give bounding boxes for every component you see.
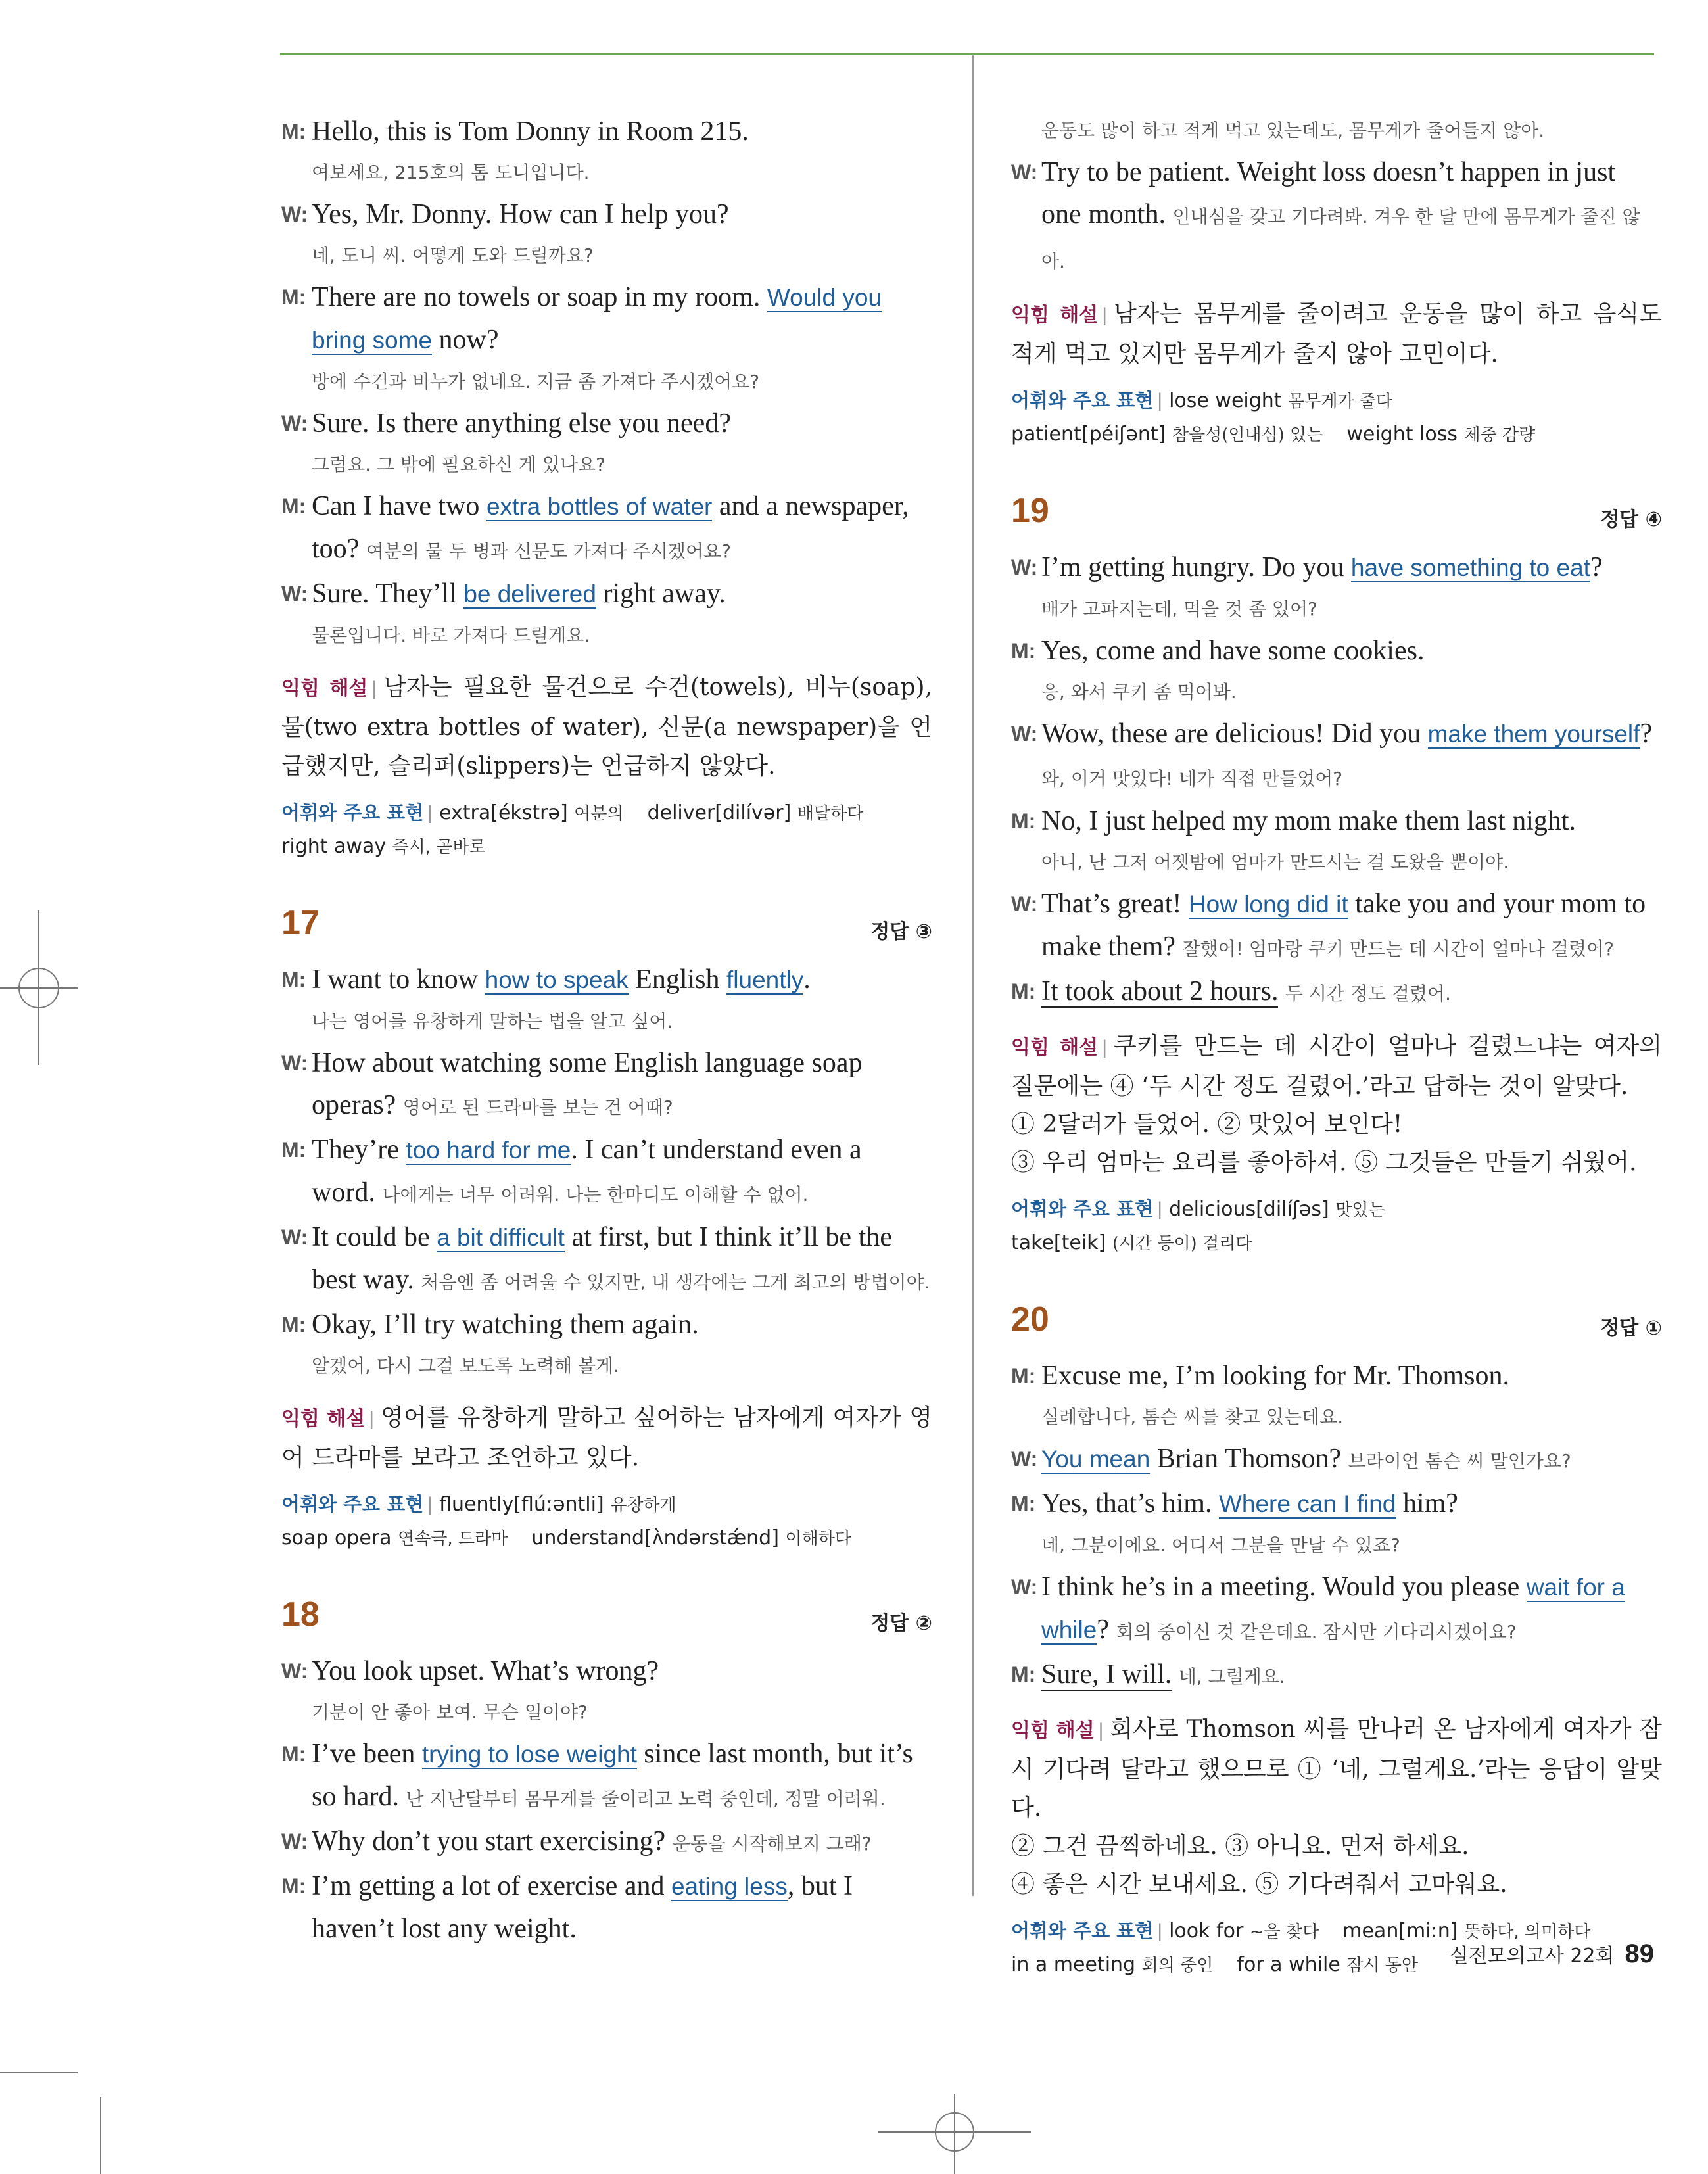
q19-option-line-2: ③ 우리 엄마는 요리를 좋아하셔. ⑤ 그것들은 만들기 쉬웠어. xyxy=(1011,1149,1637,1176)
highlighted-phrase: Where can I find xyxy=(1218,1490,1396,1517)
vocab-meaning: 몸무게가 줄다 xyxy=(1288,392,1393,412)
explanation-label: 익힘 해설 xyxy=(1011,1719,1095,1742)
explanation-text: 쿠키를 만드는 데 시간이 얼마나 걸렸느냐는 여자의 질문에는 ④ ‘두 시간 정도 걸렸어.’라고 답하는 것이 알맞다. xyxy=(1011,1033,1662,1100)
vocab-term: mean[miːn] xyxy=(1342,1920,1458,1943)
korean-translation: 방에 수건과 비누가 없네요. 지금 좀 가져다 주시겠어요? xyxy=(312,371,760,392)
vocab-item xyxy=(281,1526,508,1549)
highlighted-phrase: How long did it xyxy=(1188,891,1348,918)
vocab-item xyxy=(1237,1953,1418,1976)
korean-translation: 나는 영어를 유창하게 말하는 법을 알고 싶어. xyxy=(312,1010,673,1032)
korean-translation: 네, 그럴게요. xyxy=(1178,1666,1285,1688)
vocab-term: understand[ʌ̀ndərstǽnd] xyxy=(531,1526,779,1549)
highlighted-phrase: fluently xyxy=(726,966,804,993)
english-text: ? xyxy=(1590,552,1603,582)
english-text: That’s great! xyxy=(1041,889,1189,919)
vocab-meaning: 이해하다 xyxy=(785,1529,851,1549)
korean-translation: 알겠어, 다시 그걸 보도록 노력해 볼게. xyxy=(312,1355,620,1377)
highlighted-phrase: wait for a while xyxy=(1041,1574,1625,1643)
dialogue-line xyxy=(281,1820,932,1865)
explanation-text: 회사로 Thomson 씨를 만나러 온 남자에게 여자가 잠시 기다려 달라고 했으므로 ① ‘네, 그럴게요.’라는 응답이 알맞다. xyxy=(1011,1716,1662,1822)
question-number: 17 xyxy=(281,904,320,942)
english-text xyxy=(1278,976,1285,1006)
vocab-meaning: ~을 찾다 xyxy=(1249,1922,1319,1942)
speaker-label: W: xyxy=(281,202,308,226)
english-text: Brian Thomson? xyxy=(1150,1444,1348,1474)
answer-key: 정답 ③ xyxy=(870,920,932,943)
english-text: and a newspaper, too? xyxy=(312,491,909,564)
english-text: No, I just helped my mom make them last night. xyxy=(1041,806,1577,836)
q20-header xyxy=(1011,1300,1662,1348)
q18-continued-translation: 운동도 많이 하고 적게 먹고 있는데도, 몸무게가 줄어들지 않아. xyxy=(1041,120,1545,141)
question-number: 20 xyxy=(1011,1300,1049,1338)
explanation-label: 익힘 해설 xyxy=(281,1407,366,1430)
korean-translation: 여보세요, 215호의 톰 도니입니다. xyxy=(312,162,590,183)
korean-translation: 인내심을 갖고 기다려봐. 겨우 한 달 만에 몸무게가 줄진 않아. xyxy=(1041,206,1640,272)
speaker-label: W: xyxy=(1011,1575,1038,1599)
speaker-label: W: xyxy=(1011,892,1038,916)
english-text: Yes, that’s him. xyxy=(1041,1488,1219,1519)
dialogue-line xyxy=(281,573,932,615)
dialogue-line xyxy=(281,1042,932,1129)
answer-key: 정답 ② xyxy=(870,1612,932,1635)
vocab-item xyxy=(1011,423,1323,446)
vocab-term: for a while xyxy=(1237,1953,1340,1976)
label-separator: | xyxy=(371,678,377,699)
speaker-label: M: xyxy=(281,1874,306,1898)
dialogue-line xyxy=(281,110,932,153)
english-text: Yes, Mr. Donny. How can I help you? xyxy=(312,199,729,229)
english-text: right away. xyxy=(596,579,726,609)
vocab-item xyxy=(648,801,864,824)
vocab-term: soap opera xyxy=(281,1526,392,1549)
vocab-meaning: 참을성(인내심) 있는 xyxy=(1172,425,1323,445)
answer-phrase: Sure, I will. xyxy=(1041,1659,1172,1690)
label-separator: | xyxy=(369,1408,375,1430)
korean-translation: 네, 도니 씨. 어떻게 도와 드릴까요? xyxy=(312,245,594,266)
vocab-meaning: 연속극, 드라마 xyxy=(398,1529,508,1549)
korean-translation: 아니, 난 그저 어젯밤에 엄마가 만드시는 걸 도왔을 뿐이야. xyxy=(1041,851,1509,873)
vocab-item xyxy=(1169,389,1392,412)
q20-dialogue xyxy=(1011,1355,1662,1698)
speaker-label: M: xyxy=(281,285,306,309)
english-text: since last month, but it’s so hard. xyxy=(312,1739,913,1812)
highlighted-phrase: extra bottles of water xyxy=(486,493,713,520)
dialogue-line xyxy=(1011,630,1662,672)
explanation-text: 영어를 유창하게 말하고 싶어하는 남자에게 여자가 영어 드라마를 보라고 조언하고 있다. xyxy=(281,1404,933,1471)
speaker-label: M: xyxy=(281,120,306,143)
english-text: How about watching some English language soap operas? xyxy=(312,1048,863,1120)
vocab-item xyxy=(1169,1920,1319,1943)
english-text: take you and your mom to make them? xyxy=(1041,889,1646,962)
q17-vocab xyxy=(281,1488,932,1555)
question-number: 18 xyxy=(281,1595,320,1634)
english-text: I’m getting hungry. Do you xyxy=(1041,552,1351,582)
vocab-meaning: 뜻하다, 의미하다 xyxy=(1463,1922,1591,1942)
q18-dialogue-continued xyxy=(1011,151,1662,283)
vocab-meaning: 유창하게 xyxy=(610,1496,676,1515)
left-column xyxy=(281,110,932,1950)
dialogue-line xyxy=(1011,883,1662,970)
vocab-item xyxy=(1011,1953,1213,1976)
speaker-label: M: xyxy=(1011,1364,1036,1388)
highlighted-phrase: how to speak xyxy=(485,966,629,993)
q17-header xyxy=(281,903,932,952)
korean-translation: 영어로 된 드라마를 보는 건 어때? xyxy=(402,1097,673,1118)
dialogue-line xyxy=(1011,1653,1662,1698)
korean-translation: 물론입니다. 바로 가져다 드릴게요. xyxy=(312,625,590,646)
answer-phrase: It took about 2 hours. xyxy=(1041,976,1279,1006)
english-text: Hello, this is Tom Donny in Room 215. xyxy=(312,116,749,147)
label-separator: | xyxy=(1102,1037,1107,1058)
dialogue-line xyxy=(281,193,932,235)
english-text: Can I have two xyxy=(312,491,486,521)
vocab-term: lose weight xyxy=(1169,389,1282,412)
speaker-label: W: xyxy=(281,1830,308,1853)
vocab-term: extra[ékstrə] xyxy=(439,801,568,824)
dialogue-line xyxy=(1011,151,1662,283)
vocab-term: fluently[flúːəntli] xyxy=(439,1493,604,1516)
q20-explanation xyxy=(1011,1710,1662,1828)
speaker-label: W: xyxy=(281,582,308,605)
speaker-label: M: xyxy=(281,494,306,518)
page-number: 89 xyxy=(1625,1939,1654,1968)
vocab-label: 어휘와 주요 표현 xyxy=(1011,1920,1154,1942)
korean-translation: 배가 고파지는데, 먹을 것 좀 있어? xyxy=(1041,598,1317,620)
dialogue-line xyxy=(281,402,932,444)
vocab-item xyxy=(1169,1198,1385,1221)
english-text: Wow, these are delicious! Did you xyxy=(1041,719,1428,749)
explanation-label: 익힘 해설 xyxy=(1011,304,1099,327)
highlighted-phrase: You mean xyxy=(1041,1446,1151,1473)
english-text: There are no towels or soap in my room. xyxy=(312,282,767,312)
english-text: It could be xyxy=(312,1222,437,1252)
column-divider xyxy=(972,55,974,1896)
english-text: They’re xyxy=(312,1135,406,1165)
dialogue-line xyxy=(281,958,932,1001)
vocab-meaning: 체중 감량 xyxy=(1463,425,1536,445)
highlighted-phrase: eating less xyxy=(671,1873,788,1900)
vocab-line xyxy=(1011,418,1662,452)
dialogue-line xyxy=(281,1865,932,1950)
english-text: I’m getting a lot of exercise and xyxy=(312,1871,671,1901)
korean-translation: 와, 이거 맛있다! 네가 직접 만들었어? xyxy=(1041,768,1343,790)
vocab-term: look for xyxy=(1169,1920,1244,1943)
answer-key: 정답 ④ xyxy=(1600,508,1662,531)
speaker-label: W: xyxy=(281,1225,308,1249)
speaker-label: M: xyxy=(1011,1663,1036,1686)
korean-translation: 나에게는 너무 어려워. 나는 한마디도 이해할 수 없어. xyxy=(382,1184,809,1206)
vocab-item xyxy=(531,1526,851,1549)
speaker-label: M: xyxy=(281,968,306,991)
explanation-text: 남자는 필요한 물건으로 수건(towels), 비누(soap), 물(two extra bottles of water), 신문(a newspaper)을 언급했지만, 슬리퍼(slippers)는 언급하지 않았다. xyxy=(281,674,933,780)
speaker-label: W: xyxy=(1011,722,1038,745)
label-separator: | xyxy=(427,802,433,824)
speaker-label: W: xyxy=(281,1051,308,1075)
vocab-label: 어휘와 주요 표현 xyxy=(281,801,424,824)
q18-header xyxy=(281,1595,932,1643)
english-text: ? xyxy=(1640,719,1653,749)
highlighted-phrase: a bit difficult xyxy=(437,1224,565,1251)
q17-explanation xyxy=(281,1398,932,1477)
english-text: Why don’t you start exercising? xyxy=(312,1826,673,1856)
vocab-meaning: (시간 등이) 걸리다 xyxy=(1112,1234,1252,1254)
vocab-line xyxy=(1011,384,1662,418)
dialogue-line xyxy=(281,485,932,573)
english-text: ? xyxy=(1097,1615,1116,1645)
english-text: Excuse me, I’m looking for Mr. Thomson. xyxy=(1041,1361,1509,1391)
english-text: . I can’t understand even a word. xyxy=(312,1135,862,1208)
speaker-label: M: xyxy=(281,1138,306,1162)
korean-translation: 난 지난달부터 몸무게를 줄이려고 노력 중인데, 정말 어려워. xyxy=(406,1788,886,1810)
dialogue-line xyxy=(1011,970,1662,1015)
speaker-label: M: xyxy=(281,1742,306,1766)
vocab-term: deliver[dilívər] xyxy=(647,801,792,824)
label-separator: | xyxy=(427,1494,433,1515)
explanation-label: 익힘 해설 xyxy=(281,677,368,700)
english-text: I think he’s in a meeting. Would you please xyxy=(1041,1572,1527,1602)
english-text: I’ve been xyxy=(312,1739,422,1769)
vocab-line xyxy=(1011,1193,1662,1227)
label-separator: | xyxy=(1157,390,1163,412)
english-text: at first, but I think it’ll be the best way. xyxy=(312,1222,892,1295)
explanation-label: 익힘 해설 xyxy=(1011,1036,1099,1059)
korean-translation: 회의 중이신 것 같은데요. 잠시만 기다리시겠어요? xyxy=(1116,1621,1517,1643)
dialogue-line xyxy=(1011,1482,1662,1525)
korean-translation: 브라이언 톰슨 씨 말인가요? xyxy=(1348,1450,1571,1472)
dialogue-line xyxy=(281,1304,932,1346)
vocab-term: patient[péiʃənt] xyxy=(1011,423,1166,446)
speaker-label: M: xyxy=(1011,980,1036,1003)
korean-translation: 네, 그분이에요. 어디서 그분을 만날 수 있죠? xyxy=(1041,1534,1400,1556)
question-number: 19 xyxy=(1011,492,1049,530)
vocab-line xyxy=(281,830,932,864)
korean-translation: 처음엔 좀 어려울 수 있지만, 내 생각에는 그게 최고의 방법이야. xyxy=(421,1271,930,1293)
footer-title: 실전모의고사 22회 xyxy=(1449,1945,1615,1968)
speaker-label: M: xyxy=(281,1313,306,1336)
vocab-label: 어휘와 주요 표현 xyxy=(281,1493,424,1515)
english-text: I want to know xyxy=(312,964,485,995)
korean-translation: 응, 와서 쿠키 좀 먹어봐. xyxy=(1041,681,1237,703)
speaker-label: W: xyxy=(281,412,308,435)
dialogue-line xyxy=(1011,1566,1662,1653)
q20-option-line-2: ④ 좋은 시간 보내세요. ⑤ 기다려줘서 고마워요. xyxy=(1011,1871,1507,1898)
dialogue-line xyxy=(281,1733,932,1820)
label-separator: | xyxy=(1157,1198,1163,1220)
q18-vocab xyxy=(1011,384,1662,452)
label-separator: | xyxy=(1102,304,1107,326)
speaker-label: M: xyxy=(1011,1492,1036,1515)
highlighted-phrase: be delivered xyxy=(463,580,596,607)
vocab-meaning: 배달하다 xyxy=(797,804,864,824)
english-text: Yes, come and have some cookies. xyxy=(1041,636,1425,666)
vocab-item xyxy=(281,835,486,858)
highlighted-phrase: have something to eat xyxy=(1350,554,1590,581)
vocab-line xyxy=(281,1522,932,1555)
vocab-term: right away xyxy=(281,835,387,858)
vocab-meaning: 여분의 xyxy=(574,804,624,824)
highlighted-phrase: trying to lose weight xyxy=(421,1741,637,1768)
korean-translation: 운동을 시작해보지 그래? xyxy=(672,1833,872,1855)
dialogue-line xyxy=(281,276,932,362)
q17-dialogue xyxy=(281,958,932,1386)
vocab-term: take[teik] xyxy=(1011,1231,1106,1254)
q18-dialogue xyxy=(281,1650,932,1950)
korean-translation: 실례합니다, 톰슨 씨를 찾고 있는데요. xyxy=(1041,1406,1344,1428)
vocab-term: in a meeting xyxy=(1011,1953,1136,1976)
english-text: . xyxy=(803,964,811,995)
q20-option-line-1: ② 그건 끔찍하네요. ③ 아니요. 먼저 하세요. xyxy=(1011,1833,1469,1860)
english-text: You look upset. What’s wrong? xyxy=(312,1656,659,1686)
speaker-label: W: xyxy=(1011,160,1038,184)
dialogue-line xyxy=(281,1216,932,1304)
dialogue-line xyxy=(281,1650,932,1692)
q19-vocab xyxy=(1011,1193,1662,1260)
vocab-meaning: 맛있는 xyxy=(1335,1200,1385,1220)
english-text: English xyxy=(628,964,727,995)
vocab-line xyxy=(281,796,932,830)
vocab-meaning: 즉시, 곧바로 xyxy=(392,838,486,857)
vocab-line xyxy=(1011,1227,1662,1260)
q16-vocab xyxy=(281,796,932,864)
vocab-meaning: 회의 중인 xyxy=(1141,1956,1214,1975)
explanation-text: 남자는 몸무게를 줄이려고 운동을 많이 하고 음식도 적게 먹고 있지만 몸무게가 줄지 않아 고민이다. xyxy=(1011,300,1662,367)
q18-explanation xyxy=(1011,295,1662,373)
q16-dialogue xyxy=(281,110,932,656)
q19-explanation xyxy=(1011,1027,1662,1106)
english-text: , but I haven’t lost any weight. xyxy=(312,1871,853,1944)
vocab-term: weight loss xyxy=(1346,423,1458,446)
dialogue-line xyxy=(1011,713,1662,800)
dialogue-line xyxy=(1011,800,1662,842)
label-separator: | xyxy=(1157,1920,1163,1942)
vocab-item xyxy=(439,801,624,824)
korean-translation: 여분의 물 두 병과 신문도 가져다 주시겠어요? xyxy=(366,540,731,562)
vocab-label: 어휘와 주요 표현 xyxy=(1011,389,1154,412)
label-separator: | xyxy=(1098,1720,1104,1741)
dialogue-line xyxy=(281,1129,932,1216)
speaker-label: M: xyxy=(1011,639,1036,663)
korean-translation: 두 시간 정도 걸렸어. xyxy=(1285,983,1451,1004)
dialogue-line xyxy=(1011,546,1662,589)
english-text xyxy=(1172,1659,1179,1690)
q19-option-line-1: ① 2달러가 들었어. ② 맛있어 보인다! xyxy=(1011,1111,1403,1138)
answer-key: 정답 ① xyxy=(1600,1317,1662,1340)
english-text: now? xyxy=(432,325,499,355)
top-rule xyxy=(280,53,1654,55)
page-footer xyxy=(1450,1939,1654,1969)
vocab-item xyxy=(1011,1231,1252,1254)
speaker-label: W: xyxy=(1011,1447,1038,1471)
english-text: Sure. Is there anything else you need? xyxy=(312,408,731,438)
q16-explanation xyxy=(281,668,932,786)
q19-dialogue xyxy=(1011,546,1662,1015)
highlighted-phrase: Would you bring some xyxy=(312,284,882,354)
korean-translation: 그럼요. 그 밖에 필요하신 게 있나요? xyxy=(312,454,605,475)
dialogue-line xyxy=(1011,1438,1662,1482)
english-text: him? xyxy=(1396,1488,1458,1519)
vocab-label: 어휘와 주요 표현 xyxy=(1011,1198,1154,1220)
highlighted-phrase: make them yourself xyxy=(1427,721,1640,747)
vocab-item xyxy=(439,1493,676,1516)
right-column xyxy=(1011,110,1662,1982)
vocab-item xyxy=(1346,423,1535,446)
korean-translation: 잘했어! 엄마랑 쿠키 만드는 데 시간이 얼마나 걸렸어? xyxy=(1182,938,1614,960)
speaker-label: W: xyxy=(1011,555,1038,579)
highlighted-phrase: too hard for me xyxy=(406,1137,571,1164)
vocab-term: delicious[dilíʃəs] xyxy=(1169,1198,1329,1221)
vocab-line xyxy=(281,1488,932,1522)
vocab-meaning: 잠시 동안 xyxy=(1346,1956,1419,1975)
korean-translation: 기분이 안 좋아 보여. 무슨 일이야? xyxy=(312,1701,588,1723)
english-text: Sure. They’ll xyxy=(312,579,464,609)
english-text: Try to be patient. Weight loss doesn’t happen in just one month. xyxy=(1041,157,1616,229)
speaker-label: W: xyxy=(281,1659,308,1683)
english-text: Okay, I’ll try watching them again. xyxy=(312,1310,699,1340)
q19-header xyxy=(1011,491,1662,540)
speaker-label: M: xyxy=(1011,809,1036,833)
dialogue-line xyxy=(1011,1355,1662,1397)
